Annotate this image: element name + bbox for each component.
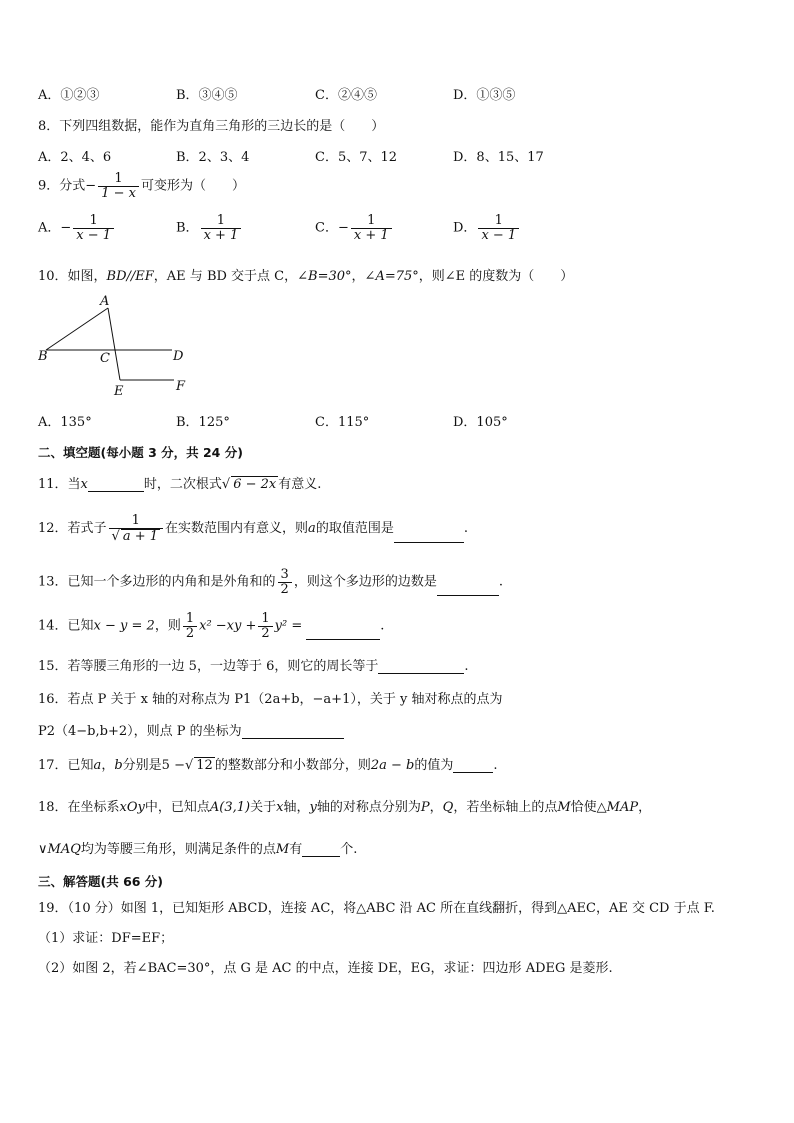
label-e: E [114, 384, 124, 399]
q8-option-a: A．2、4、6 [38, 150, 112, 165]
label-d: D [173, 349, 184, 364]
q16-line2: P2（4−b,b+2），则点 P 的坐标为 [38, 720, 344, 739]
label-f: F [176, 379, 186, 394]
q18-line1: 18．在坐标系xOy中，已知点A(3,1)关于x轴，y轴的对称点分别为P，Q，若坐标轴上的点M恰使△MAP， [38, 800, 652, 815]
q17-answer-blank[interactable] [453, 758, 493, 773]
q19-line1: 19．（10 分）如图 1，已知矩形 ABCD，连接 AC，将△ABC 沿 AC 所在直线翻折，得到△AEC，AE 交 CD 于点 F. [38, 901, 715, 916]
section-3-heading: 三、解答题(共 66 分) [38, 874, 164, 889]
q12-answer-blank[interactable] [394, 528, 464, 543]
q8-option-d: D．8、15、17 [453, 150, 544, 165]
q16-answer-blank[interactable] [242, 724, 344, 739]
q15-answer-blank[interactable] [378, 659, 464, 674]
label-b: B [38, 349, 48, 364]
q10-option-b: B．125° [176, 415, 230, 430]
q18-answer-blank[interactable] [302, 842, 340, 857]
q9-fraction: $\frac{1}{1 - x}$ [98, 172, 139, 200]
q9-option-b: B． $\frac{1}{x + 1}$ [176, 214, 243, 242]
q7-option-a: A．①②③ [38, 88, 100, 103]
q13-answer-blank[interactable] [437, 581, 499, 596]
q10-figure [38, 292, 198, 400]
q14: 14．已知x − y = 2，则 $\frac{1}{2}$ x² −xy + $\frac{1}{2}$ y² = . [38, 611, 385, 641]
q11-answer-blank[interactable] [88, 477, 144, 492]
q8-stem: 8．下列四组数据，能作为直角三角形的三边长的是（ ） [38, 119, 385, 134]
line-ab [46, 308, 108, 350]
q12: 12．若式子 $\frac{1}{√ a + 1}$ 在实数范围内有意义，则a的取值范围是 . [38, 513, 468, 544]
label-c: C [100, 351, 110, 366]
q7-option-b: B．③④⑤ [176, 88, 238, 103]
q14-answer-blank[interactable] [306, 625, 380, 640]
q9-option-a: A．− $\frac{1}{x - 1}$ [38, 214, 116, 242]
q10-option-a: A．135° [38, 415, 92, 430]
q19-part2: （2）如图 2，若∠BAC=30°，点 G 是 AC 的中点，连接 DE，EG，求证：四边形 ADEG 是菱形. [38, 961, 613, 976]
q8-option-b: B．2、3、4 [176, 150, 250, 165]
q17: 17．已知a，b分别是5 −√ 12 的整数部分和小数部分，则2a − b的值为 . [38, 758, 498, 773]
q9-option-d: D． $\frac{1}{x - 1}$ [453, 214, 521, 242]
q13: 13．已知一个多边形的内角和是外角和的 $\frac{3}{2}$ ，则这个多边形的边数是 . [38, 567, 503, 597]
q8-option-c: C．5、7、12 [315, 150, 398, 165]
q19-part1: （1）求证：DF=EF； [38, 931, 174, 946]
q7-option-d: D．①③⑤ [453, 88, 516, 103]
section-2-heading: 二、填空题(每小题 3 分，共 24 分) [38, 445, 243, 460]
label-a: A [100, 294, 110, 309]
q10-stem: 10．如图，BD//EF，AE 与 BD 交于点 C，∠B=30°，∠A=75°，则∠E 的度数为（ ） [38, 269, 574, 284]
q16-line1: 16．若点 P 关于 x 轴的对称点为 P1（2a+b，−a+1），关于 y 轴对称点的点为 [38, 692, 503, 707]
q18-line2: ∨MAQ均为等腰三角形，则满足条件的点M有 个. [38, 842, 358, 857]
q11: 11．当x 时，二次根式√ 6 − 2x 有意义. [38, 477, 322, 492]
q7-option-c: C．②④⑤ [315, 88, 377, 103]
line-ae [108, 308, 120, 380]
q10-option-c: C．115° [315, 415, 370, 430]
q10-option-d: D．105° [453, 415, 508, 430]
q9-stem: 9．分式− $\frac{1}{1 - x}$ 可变形为（ ） [38, 171, 245, 201]
q9-option-c: C．− $\frac{1}{x + 1}$ [315, 214, 394, 242]
q15: 15．若等腰三角形的一边 5，一边等于 6，则它的周长等于 . [38, 659, 469, 674]
